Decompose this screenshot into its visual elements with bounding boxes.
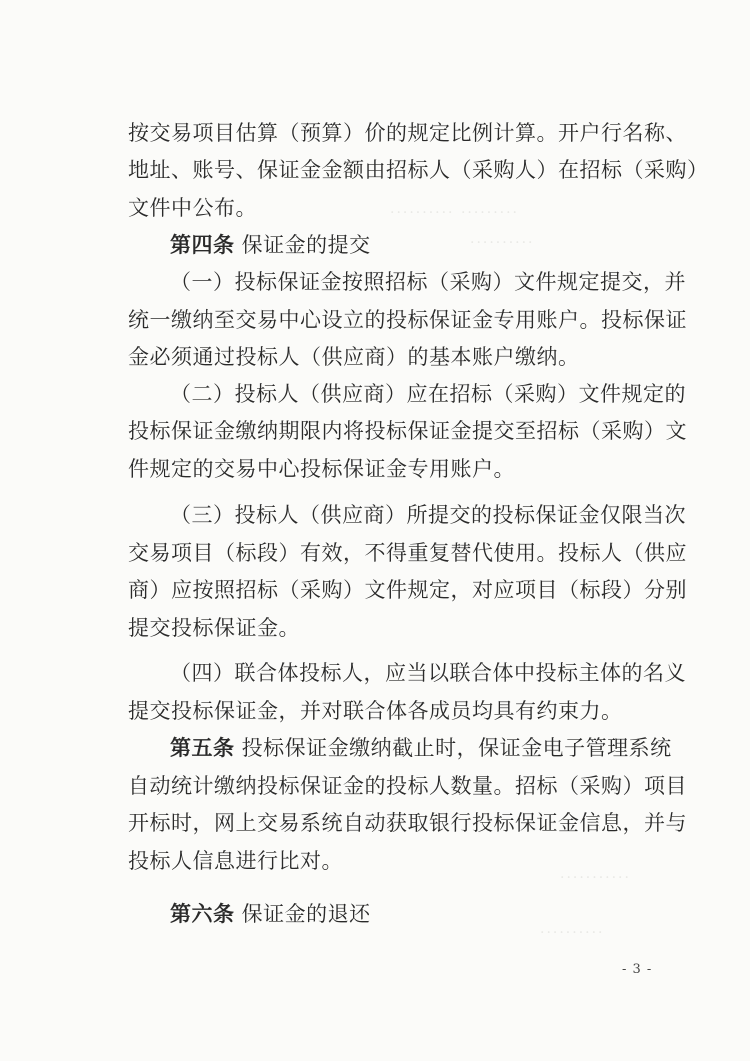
text-line: 投标保证金缴纳期限内将投标保证金提交至招标（采购）文 — [128, 419, 687, 443]
text-line: 开标时，网上交易系统自动获取银行投标保证金信息，并与 — [128, 811, 687, 835]
text-line: 交易项目（标段）有效，不得重复替代使用。投标人（供应 — [128, 541, 687, 565]
bleed-through-mark: ·········· ········· — [390, 205, 520, 221]
text-line: 投标人信息进行比对。 — [128, 849, 343, 873]
article-title: 保证金的退还 — [234, 902, 371, 926]
text-line: 商）应按照招标（采购）文件规定，对应项目（标段）分别 — [128, 578, 687, 602]
bleed-through-mark: ··········· — [560, 870, 631, 886]
text-line: 金必须通过投标人（供应商）的基本账户缴纳。 — [128, 345, 580, 369]
article-number: 第六条 — [170, 901, 235, 926]
article-heading-line — [170, 899, 371, 929]
text-line: 地址、账号、保证金金额由招标人（采购人）在招标（采购） — [128, 158, 709, 182]
text-line: （三）投标人（供应商）所提交的投标保证金仅限当次 — [170, 503, 686, 527]
article-number: 第四条 — [170, 232, 235, 257]
article-heading-line — [170, 733, 672, 763]
text-line: （二）投标人（供应商）应在招标（采购）文件规定的 — [170, 382, 686, 406]
text-line: 按交易项目估算（预算）价的规定比例计算。开户行名称、 — [128, 121, 687, 145]
text-line: 件规定的交易中心投标保证金专用账户。 — [128, 457, 515, 481]
bleed-through-mark: ·········· — [540, 925, 605, 941]
page-number: - 3 - — [622, 962, 653, 977]
article-title: 保证金的提交 — [234, 233, 371, 257]
text-line: 统一缴纳至交易中心设立的投标保证金专用账户。投标保证 — [128, 308, 687, 332]
article-number: 第五条 — [170, 735, 235, 760]
article-heading-line — [170, 230, 371, 260]
article-text: 投标保证金缴纳截止时，保证金电子管理系统 — [234, 736, 672, 760]
text-line: 文件中公布。 — [128, 196, 257, 220]
bleed-through-mark: ·········· — [470, 235, 535, 251]
text-line: 提交投标保证金，并对联合体各成员均具有约束力。 — [128, 699, 623, 723]
text-line: （四）联合体投标人，应当以联合体中投标主体的名义 — [170, 661, 686, 685]
text-line: 提交投标保证金。 — [128, 616, 300, 640]
text-line: （一）投标保证金按照招标（采购）文件规定提交，并 — [170, 270, 686, 294]
text-line: 自动统计缴纳投标保证金的投标人数量。招标（采购）项目 — [128, 774, 687, 798]
